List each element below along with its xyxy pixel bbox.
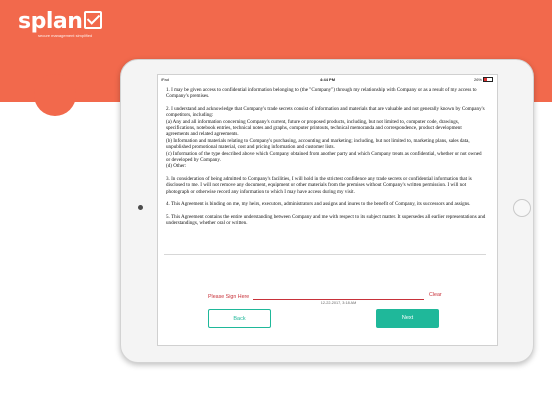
battery-percent: 26% <box>473 77 482 82</box>
decorative-circle <box>34 74 76 116</box>
signature-label: Please Sign Here <box>208 294 250 300</box>
signature-timestamp: 12-22-2017, 3:18 AM <box>320 301 357 305</box>
logo-tagline: secure management simplified <box>38 33 93 38</box>
status-bar <box>158 75 497 84</box>
camera-icon <box>138 205 143 210</box>
status-time: 4:44 PM <box>319 77 336 82</box>
home-button[interactable] <box>513 199 531 217</box>
status-carrier: iPad <box>161 77 170 82</box>
signature-field[interactable] <box>253 299 424 300</box>
agreement-paragraph-4: 4. This Agreement is binding on me, my heirs, executors, administrators and assigns and inures to the benefit of Company, its successors and assigns. <box>166 201 471 208</box>
checkbox-icon <box>84 11 102 29</box>
splan-logo <box>18 10 102 38</box>
battery-icon <box>483 77 493 82</box>
agreement-text <box>166 87 486 232</box>
content-divider <box>164 254 486 255</box>
agreement-paragraph-3: 3. In consideration of being admitted to Company's facilities, I will hold in the strictest confidence any trade secrets or confidential information that is disclosed to me. I will not remove any document, equipment or other materials from the premises without Company's written permission. I will not photograph or otherwise record any information to which I may have access during my visit. <box>166 175 472 195</box>
clear-signature-button[interactable]: Clear <box>429 292 442 298</box>
agreement-paragraph-5: 5. This Agreement contains the entire understanding between Company and me with respect to its subject matter. It supersedes all earlier representations and understandings, whether oral or written. <box>166 213 486 226</box>
agreement-paragraph-1: 1. I may be given access to confidential information belonging to (the "Company") through my relationship with Company or as a result of my access to Company's premises. <box>166 87 477 100</box>
next-button[interactable]: Next <box>376 309 439 328</box>
agreement-paragraph-2: 2. I understand and acknowledge that Company's trade secrets consist of information and materials that are valuable and not generally known by Company's competitors, including: (a) Any and all information concerning Company's current, future or proposed products, including, but not limited to, computer code, drawings, specifications, notebook entries, technical notes and graphs, computer printouts, technical memoranda and correspondence, product development agreements and related agreements. (b) Information and materials relating to Company's purchasing, accounting and marketing; including, but not limited to, marketing plans, sales data, unpublished promotional material, cost and pricing information and customer lists. (c) Information of the type described above which Company obtained from another party and which Company treats as confidential, whether or not owned or developed by Company. (d) Other: <box>166 105 485 170</box>
logo-wordmark: splan <box>18 9 83 34</box>
tablet-screen <box>157 74 498 346</box>
status-battery <box>474 75 493 84</box>
back-button[interactable]: Back <box>208 309 271 328</box>
